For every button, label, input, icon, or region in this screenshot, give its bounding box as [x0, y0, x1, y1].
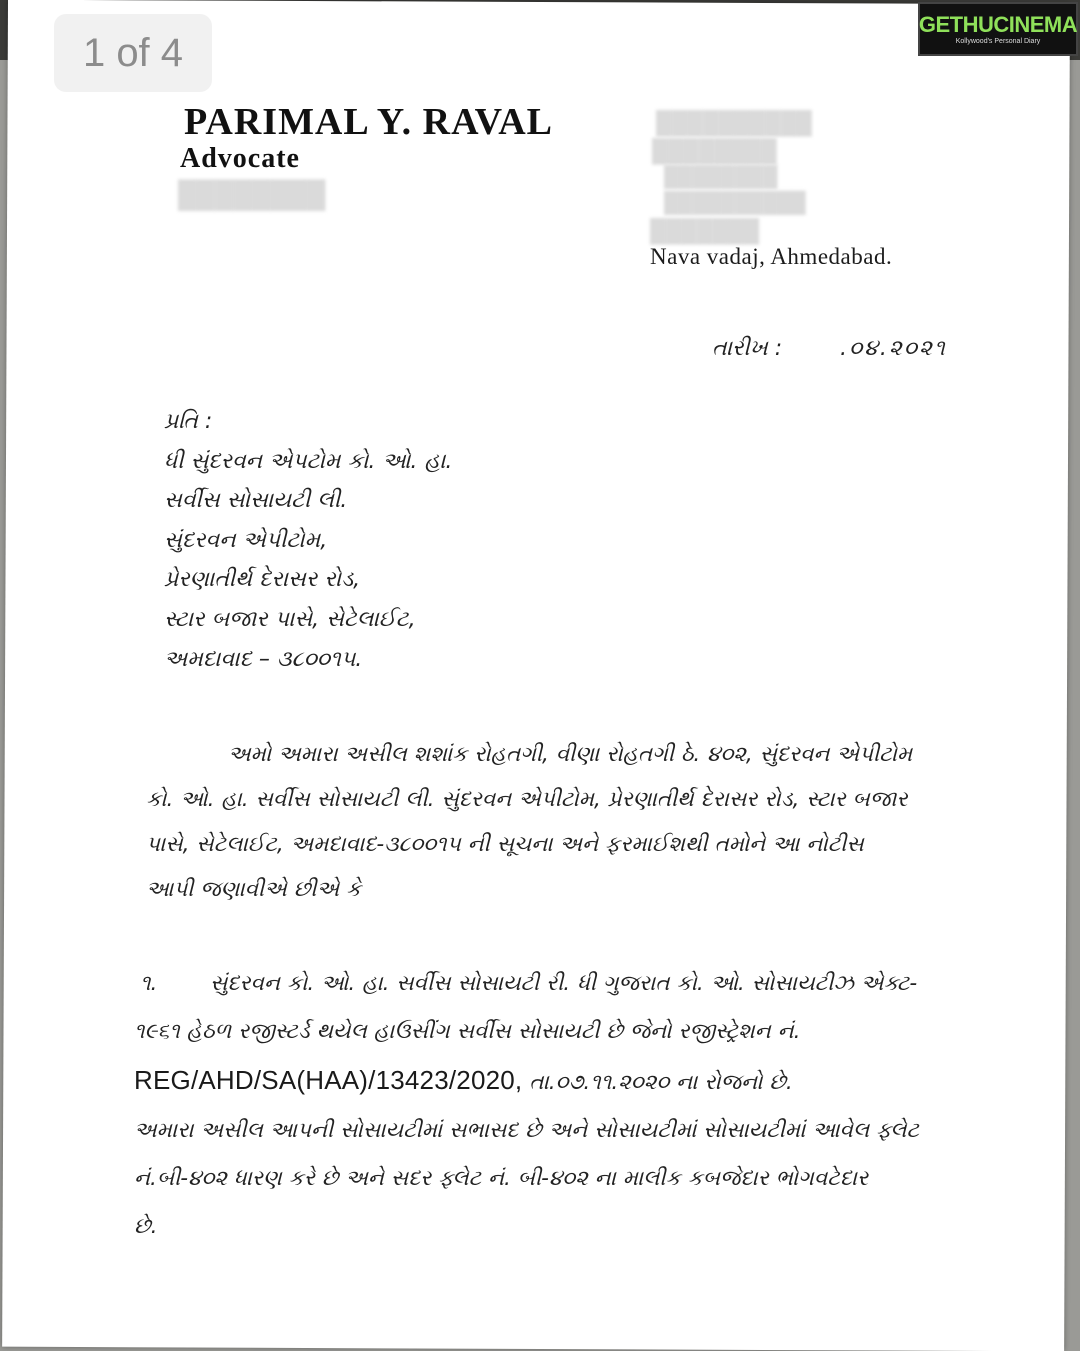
point-number: ૧.	[140, 971, 158, 996]
redacted-phone: ████████	[178, 180, 326, 209]
paragraph-line	[134, 1056, 919, 1107]
date-label: તારીખ :	[712, 336, 783, 361]
watermark-title: GETHUCINEMA	[918, 11, 1078, 37]
recipient-line: ધી સુંદરવન એપટોમ કો. ઓ. હા.	[164, 448, 453, 474]
point-1-paragraph	[134, 960, 919, 1251]
advocate-name: PARIMAL Y. RAVAL	[184, 101, 553, 143]
paragraph-line: અમારા અસીલ આપની સોસાયટીમાં સભાસદ છે અને સોસાયટીમાં સોસાયટીમાં આવેલ ફ્લેટ	[134, 1118, 920, 1143]
paragraph-line: છે.	[134, 1214, 158, 1239]
recipient-line: પ્રેરણાતીર્થ દેરાસર રોડ,	[164, 567, 361, 593]
paragraph-line: આપી જણાવીએ છીએ કે	[146, 877, 362, 902]
paragraph-line: ૧૯૬૧ હેઠળ રજીસ્ટર્ડ થયેલ હાઉસીંગ સર્વીસ સોસાયટી છે જેનો રજીસ્ટ્રેશન નં.	[134, 1019, 801, 1044]
registration-number: REG/AHD/SA(HAA)/13423/2020,	[134, 1065, 523, 1095]
redacted-address-line: ████████	[664, 166, 778, 188]
recipient-line: પ્રતિ :	[164, 409, 213, 434]
intro-paragraph	[146, 732, 912, 912]
paragraph-line: કો. ઓ. હા. સર્વીસ સોસાયટી લી. સુંદરવન એપીટોમ, પ્રેરણાતીર્થ દેરાસર રોડ, સ્ટાર બજાર	[146, 787, 908, 812]
paragraph-line: અમો અમારા અસીલ શશાંક રોહતગી, વીણા રોહતગી ઠે. ૪૦૨, સુંદરવન એપીટોમ	[228, 742, 913, 767]
paragraph-line: પાસે, સેટેલાઈટ, અમદાવાદ-૩૮૦૦૧૫ ની સૂચના અને ફરમાઈશથી તમોને આ નોટીસ	[146, 832, 864, 857]
redacted-address-line: ███████	[650, 218, 760, 243]
paragraph-line: નં.બી-૪૦૨ ધારણ કરે છે અને સદર ફ્લેટ નં. બી-૪૦૨ ના માલીક કબજેદાર ભોગવટેદાર	[134, 1166, 869, 1191]
advocate-designation: Advocate	[180, 143, 300, 174]
redacted-address-line: ████████	[652, 138, 777, 163]
recipient-line: સ્ટાર બજાર પાસે, સેટેલાઈટ,	[164, 606, 416, 632]
paragraph-text: સુંદરવન કો. ઓ. હા. સર્વીસ સોસાયટી રી. ધી ગુજરાત કો. ઓ. સોસાયટીઝ એક્ટ-	[210, 971, 918, 996]
page-counter-badge	[54, 14, 212, 92]
address-city: Nava vadaj, Ahmedabad.	[650, 244, 893, 269]
recipient-line: સુંદરવન એપીટોમ,	[164, 527, 328, 553]
redacted-address-line: ██████████	[664, 192, 806, 214]
recipient-block	[164, 402, 452, 679]
watermark-logo	[918, 2, 1078, 56]
recipient-line: સર્વીસ સોસાયટી લી.	[164, 488, 348, 514]
recipient-line: અમદાવાદ – ૩૮૦૦૧૫.	[164, 646, 363, 672]
paragraph-text: તા.૦૭.૧૧.૨૦૨૦ ના રોજનો છે.	[522, 1070, 793, 1095]
paragraph-line	[134, 960, 919, 1008]
page-counter-text: 1 of 4	[82, 30, 184, 75]
date-value: .૦૪.૨૦૨૧	[840, 336, 947, 361]
redacted-address-line: ██████████	[656, 110, 812, 135]
watermark-subtitle: Kollywood's Personal Diary	[955, 37, 1041, 45]
